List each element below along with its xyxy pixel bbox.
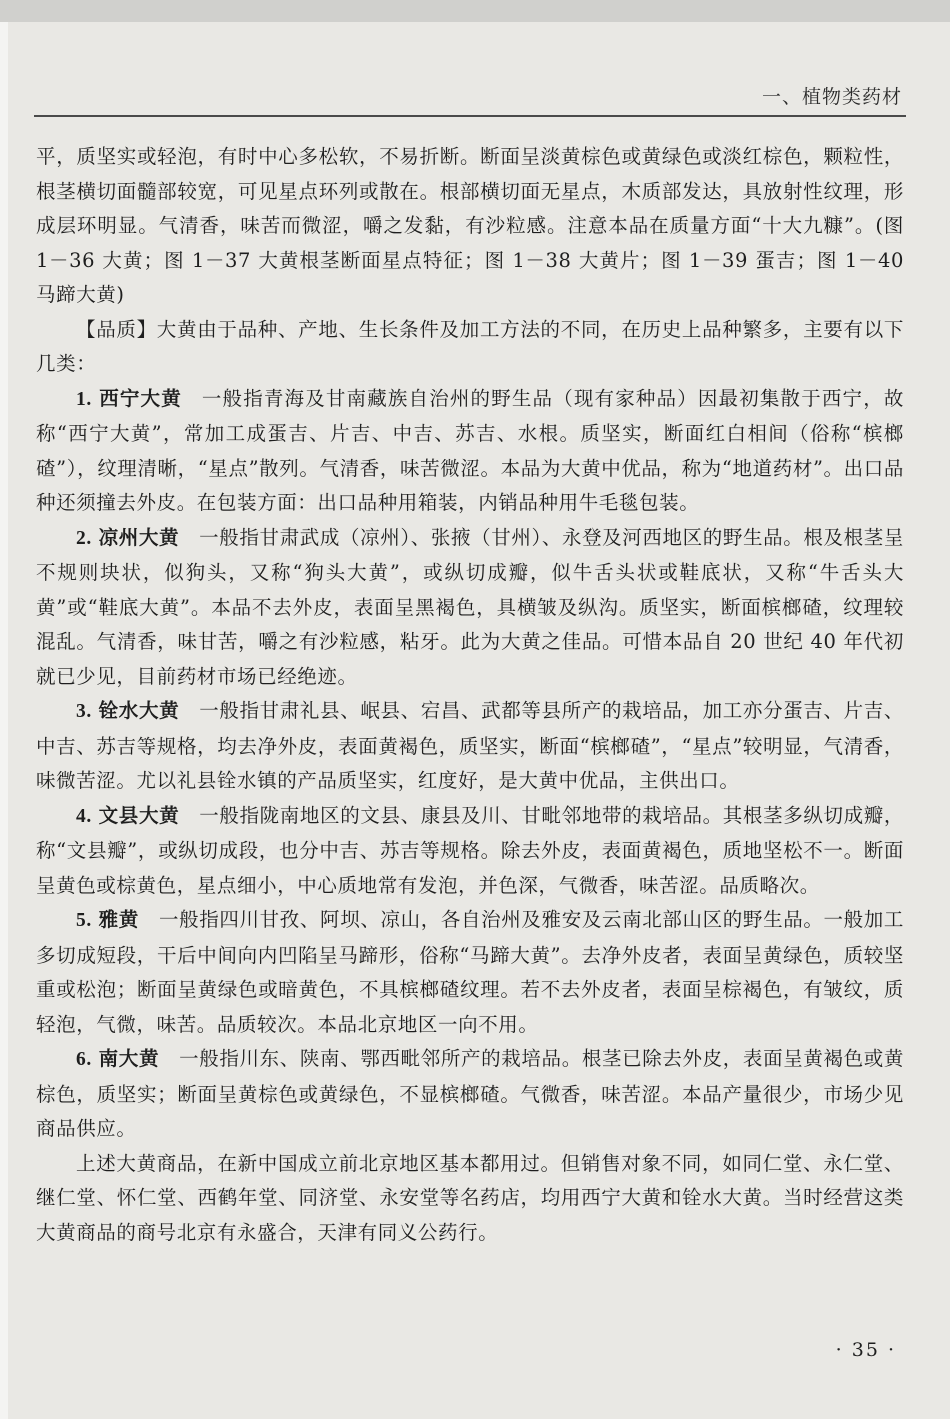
quality-paragraph [36, 313, 904, 382]
quality-text: 大黄由于品种、产地、生长条件及加工方法的不同，在历史上品种繁多，主要有以下几类： [36, 317, 904, 375]
item-text: 一般指陇南地区的文县、康县及川、甘毗邻地带的栽培品。其根茎多纵切成瓣，称“文县瓣”，或纵切成段，也分中吉、苏吉等规格。除去外皮，表面黄褐色，质地坚松不一。断面呈黄色或棕黄色，星点细小，中心质地常有发泡，并色深，气微香，味苦涩。品质略次。 [36, 803, 904, 897]
item-text: 一般指四川甘孜、阿坝、凉山，各自治州及雅安及云南北部山区的野生品。一般加工多切成短段，干后中间向内凹陷呈马蹄形，俗称“马蹄大黄”。去净外皮者，表面呈黄绿色，质较坚重或松泡；断面呈黄绿色或暗黄色，不具槟榔碴纹理。若不去外皮者，表面呈棕褐色，有皱纹，质轻泡，气微，味苦。品质较次。本品北京地区一向不用。 [36, 908, 904, 1036]
scan-top-band [0, 0, 950, 22]
item-title: 文县大黄 [98, 803, 180, 827]
item-title: 西宁大黄 [99, 386, 182, 410]
item-number: 6. [76, 1049, 92, 1070]
item-number: 4. [76, 805, 92, 827]
page-number: · 35 · [835, 1339, 896, 1361]
list-item [36, 694, 904, 799]
list-item [36, 1042, 904, 1147]
item-text: 一般指川东、陕南、鄂西毗邻所产的栽培品。根茎已除去外皮，表面呈黄褐色或黄棕色，质坚实；断面呈黄棕色或黄绿色，不显槟榔碴。气微香，味苦涩。本品产量很少，市场少见商品供应。 [36, 1047, 904, 1140]
item-number: 5. [76, 910, 92, 931]
quality-label: 【品质】 [76, 317, 157, 341]
item-title: 凉州大黄 [98, 525, 180, 549]
item-number: 2. [76, 527, 92, 549]
list-item [36, 382, 904, 521]
list-item [36, 521, 904, 695]
page-edge [0, 0, 8, 1419]
closing-paragraph: 上述大黄商品，在新中国成立前北京地区基本都用过。但销售对象不同，如同仁堂、永仁堂、继仁堂、怀仁堂、西鹤年堂、同济堂、永安堂等名药店，均用西宁大黄和铨水大黄。当时经营这类大黄商品的商号北京有永盛合，天津有同义公药行。 [36, 1151, 904, 1244]
list-item [36, 903, 904, 1042]
header-rule [34, 115, 906, 117]
item-number: 3. [76, 701, 92, 722]
item-title: 南大黄 [98, 1047, 160, 1070]
item-title: 铨水大黄 [98, 699, 180, 722]
item-text: 一般指甘肃礼县、岷县、宕昌、武都等县所产的栽培品，加工亦分蛋吉、片吉、中吉、苏吉等规格，均去净外皮，表面黄褐色，质坚实，断面“槟榔碴”，“星点”较明显，气清香，味微苦涩。尤以礼县铨水镇的产品质坚实，红度好，是大黄中优品，主供出口。 [36, 699, 904, 792]
item-number: 1. [76, 388, 92, 410]
running-head: 一、植物类药材 [761, 86, 902, 108]
item-text: 一般指青海及甘南藏族自治州的野生品（现有家种品）因最初集散于西宁，故称“西宁大黄”，常加工成蛋吉、片吉、中吉、苏吉、水根。质坚实，断面红白相间（俗称“槟榔碴”），纹理清晰，“星点”散列。气清香，味苦微涩。本品为大黄中优品，称为“地道药材”。出口品种还须撞去外皮。在包装方面：出口品种用箱装，内销品种用牛毛毯包装。 [36, 386, 904, 514]
intro-paragraph: 平，质坚实或轻泡，有时中心多松软，不易折断。断面呈淡黄棕色或黄绿色或淡红棕色，颗粒性，根茎横切面髓部较宽，可见星点环列或散在。根部横切面无星点，木质部发达，具放射性纹理，形成层环明显。气清香，味苦而微涩，嚼之发黏，有沙粒感。注意本品在质量方面“十大九糠”。(图 1－36 大黄；图 1－37 大黄根茎断面星点特征；图 1－38 大黄片；图 1－39 蛋吉；图 1－40 马蹄大黄) [36, 145, 904, 306]
item-title: 雅黄 [98, 908, 139, 931]
list-item [36, 799, 904, 904]
item-text: 一般指甘肃武成（凉州）、张掖（甘州）、永登及河西地区的野生品。根及根茎呈不规则块状，似狗头，又称“狗头大黄”，或纵切成瓣，似牛舌头状或鞋底状，又称“牛舌头大黄”或“鞋底大黄”。本品不去外皮，表面呈黑褐色，具横皱及纵沟。质坚实，断面槟榔碴，纹理较混乱。气清香，味甘苦，嚼之有沙粒感，粘牙。此为大黄之佳品。可惜本品自 20 世纪 40 年代初就已少见，目前药材市场已经绝迹。 [36, 525, 904, 688]
body-text [36, 140, 904, 1250]
